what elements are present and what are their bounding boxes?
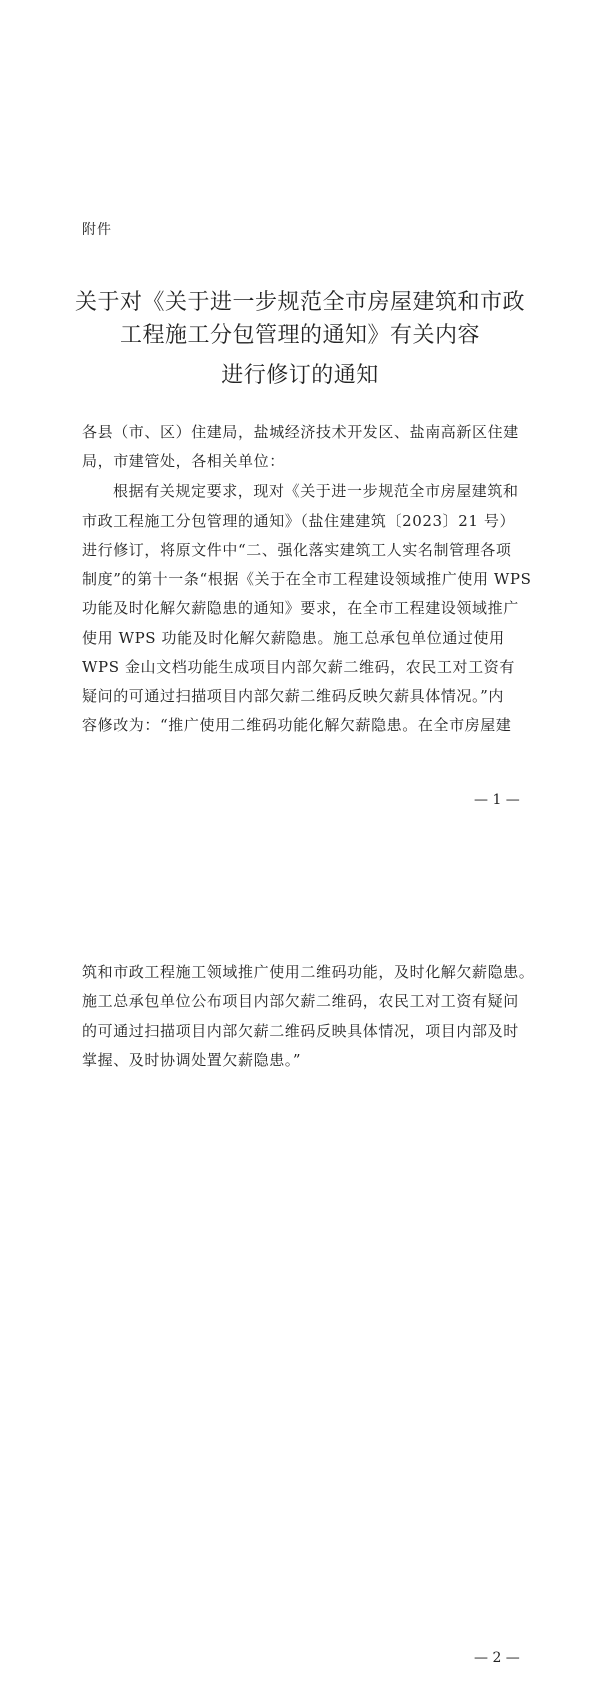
body-line-11: 容修改为：“推广使用二维码功能化解欠薪隐患。在全市房屋建 bbox=[82, 716, 512, 734]
document-page-2 bbox=[0, 848, 600, 1697]
title-line-3: 进行修订的通知 bbox=[221, 363, 379, 388]
body-line-8: 使用 WPS 功能及时化解欠薪隐患。施工总承包单位通过使用 bbox=[82, 629, 505, 647]
body-line-3: 的可通过扫描项目内部欠薪二维码反映具体情况，项目内部及时 bbox=[82, 1022, 519, 1040]
body-line-5: 进行修订，将原文件中“二、强化落实建筑工人实名制管理各项 bbox=[82, 541, 512, 559]
body-line-9: WPS 金山文档功能生成项目内部欠薪二维码，农民工对工资有 bbox=[82, 658, 515, 676]
body-line-10: 疑问的可通过扫描项目内部欠薪二维码反映欠薪具体情况。”内 bbox=[82, 687, 504, 705]
attachment-label: 附件 bbox=[82, 222, 112, 238]
page-number: — 2 — bbox=[474, 1650, 520, 1666]
body-line-4: 市政工程施工分包管理的通知》（盐住建建筑〔2023〕21 号） bbox=[82, 512, 516, 530]
body-line-1: 各县（市、区）住建局，盐城经济技术开发区、盐南高新区住建 bbox=[82, 423, 519, 441]
body-line-7: 功能及时化解欠薪隐患的通知》要求，在全市工程建设领域推广 bbox=[82, 599, 519, 617]
page-number: — 1 — bbox=[474, 792, 520, 808]
title-line-2: 工程施工分包管理的通知》有关内容 bbox=[119, 323, 480, 348]
title-line-1: 关于对《关于进一步规范全市房屋建筑和市政 bbox=[74, 290, 525, 315]
document-page-1 bbox=[0, 0, 600, 848]
body-line-4: 掌握、及时协调处置欠薪隐患。” bbox=[82, 1051, 302, 1069]
body-line-2: 局，市建管处，各相关单位： bbox=[82, 452, 285, 470]
body-line-6: 制度”的第十一条“根据《关于在全市工程建设领域推广使用 WPS bbox=[82, 570, 532, 588]
body-line-2: 施工总承包单位公布项目内部欠薪二维码，农民工对工资有疑问 bbox=[82, 992, 519, 1010]
body-line-3: 根据有关规定要求，现对《关于进一步规范全市房屋建筑和 bbox=[113, 482, 519, 500]
body-line-1: 筑和市政工程施工领域推广使用二维码功能，及时化解欠薪隐患。 bbox=[82, 963, 535, 981]
